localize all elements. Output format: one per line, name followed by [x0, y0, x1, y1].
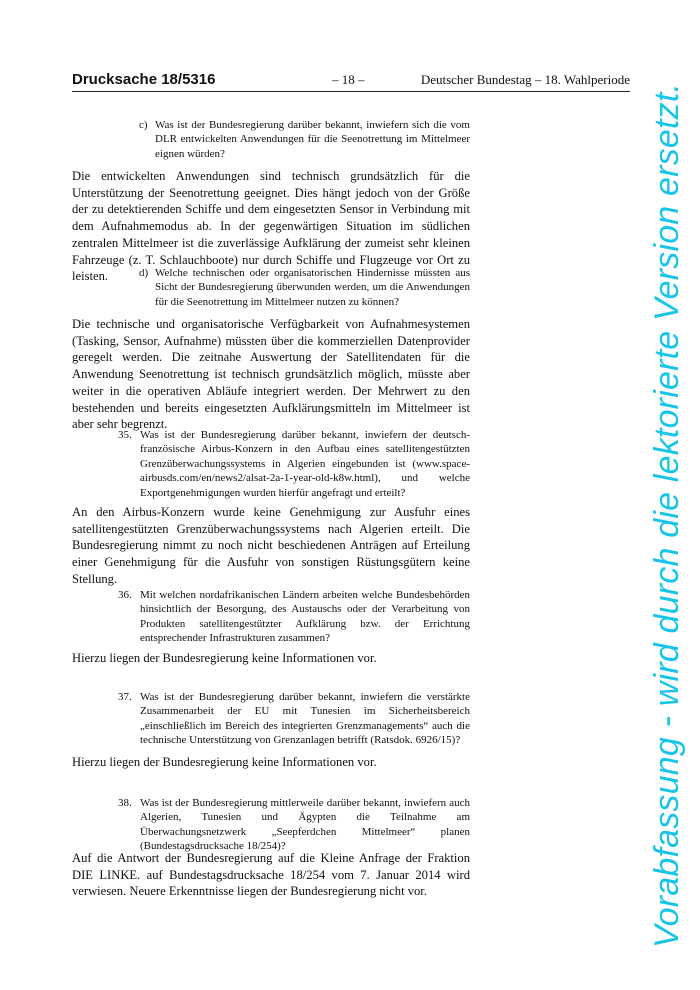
answer-c: Die entwickelten Anwendungen sind technisch grundsätzlich für die Unterstützung der Seenotrettung geeignet. Dies hängt jedoch von der Größe der zu detektierenden Schiffe und dem eingesetzten Sensor in Verbindung mit dem Aufnahmemodus ab. In der gegenwärtigen Situation im südlichen zentralen Mittelmeer ist die zuverlässige Aufklärung der zumeist sehr kleinen Fahrzeuge (z. T. Schlauchboote) nur durch Schiffe und Flugzeuge vor Ort zu leisten. — [72, 169, 470, 284]
answer-37: Hierzu liegen der Bundesregierung keine Informationen vor. — [72, 755, 377, 769]
question-text: Welche technischen oder organisatorischen Hindernisse müssten aus Sicht der Bundesregierung überwunden werden, um die Anwendungen für die Seenotrettung im Mittelmeer nutzen zu können? — [155, 267, 470, 308]
question-label: d) — [139, 267, 149, 279]
drucksache-number: 5316 — [182, 71, 216, 88]
question-c — [139, 118, 470, 162]
page-number: – 18 – — [332, 72, 365, 87]
question-text: Was ist der Bundesregierung darüber bekannt, inwiefern der deutsch-französische Airbus-Konzern in den Aufbau eines satellitengestützten Grenzüberwachungssystems in Algerien eingebunden ist (www.space-airbusds.com/en/news2/alsat-2a-1-year-old-k8w.html), und welche Exportgenehmigungen wurden hierfür angefragt und erteilt? — [140, 429, 470, 499]
question-37 — [118, 690, 470, 748]
answer-36: Hierzu liegen der Bundesregierung keine Informationen vor. — [72, 651, 377, 665]
question-text: Was ist der Bundesregierung darüber bekannt, inwiefern die verstärkte Zusammenarbeit der EU mit Tunesien im Sicherheitsbereich „einschließlich im Bereich des integrierten Grenzmanagements“ auch die technische Unterstützung von Grenzanlagen betrifft (Ratsdok. 6926/15)? — [140, 691, 470, 747]
question-label: 38. — [118, 797, 132, 809]
draft-watermark: Vorabfassung - wird durch die lektorierte Version ersetzt. — [648, 82, 686, 948]
answer-d: Die technische und organisatorische Verfügbarkeit von Aufnahmesystemen (Tasking, Sensor, Aufnahme) müssten über die kommerziellen Datenprovider geregelt werden. Die zeitnahe Auswertung der Satellitendaten für die Anwendung Seenotrettung ist technisch grundsätzlich möglich, müsste aber weiter in die operativen Abläufe integriert werden. Der Mehrwert zu den bestehenden und bereits eingesetzten Aufklärungsmitteln im Mittelmeer ist aber sehr begrenzt. — [72, 317, 470, 432]
question-label: 36. — [118, 589, 132, 601]
question-text: Was ist der Bundesregierung mittlerweile darüber bekannt, inwiefern auch Algerien, Tunesien und Ägypten die Teilnahme am Überwachungsnetzwerk „Seepferdchen Mittelmeer“ planen (Bundestagsdrucksache 18/254)? — [140, 797, 470, 853]
question-38 — [118, 796, 470, 853]
question-label: c) — [139, 119, 148, 131]
question-text: Mit welchen nordafrikanischen Ländern arbeiten welche Bundesbehörden hinsichtlich der Besorgung, des Austauschs oder der Verarbeitung von Produkten satellitengestützter Aufklärung bzw. der Errichtung entsprechender Infrastrukturen zusammen? — [140, 589, 470, 645]
question-35 — [118, 428, 470, 500]
publisher-label: Deutscher Bundestag – 18. Wahlperiode — [420, 72, 630, 87]
question-36 — [118, 588, 470, 646]
drucksache-label: Drucksache 18/ — [72, 71, 183, 88]
question-d — [139, 266, 470, 310]
page-header — [72, 71, 630, 92]
question-text: Was ist der Bundesregierung darüber bekannt, inwiefern sich die vom DLR entwickelten Anwendungen für die Seenotrettung im Mittelmeer eignen würden? — [155, 119, 470, 160]
answer-38: Auf die Antwort der Bundesregierung auf die Kleine Anfrage der Fraktion DIE LINKE. auf Bundestagsdrucksache 18/254 vom 7. Januar 2014 wird verwiesen. Neuere Erkenntnisse liegen der Bundesregierung nicht vor. — [72, 851, 470, 899]
question-label: 35. — [118, 429, 132, 441]
document-label — [72, 71, 215, 88]
question-label: 37. — [118, 691, 132, 703]
answer-35: An den Airbus-Konzern wurde keine Genehmigung zur Ausfuhr eines satellitengestützten Grenzüberwachungssystems nach Algerien erteilt. Die Bundesregierung nimmt zu noch nicht beschiedenen Anträgen auf Erteilung einer Genehmigung für die Ausfuhr von sonstigen Rüstungsgütern keine Stellung. — [72, 505, 470, 586]
